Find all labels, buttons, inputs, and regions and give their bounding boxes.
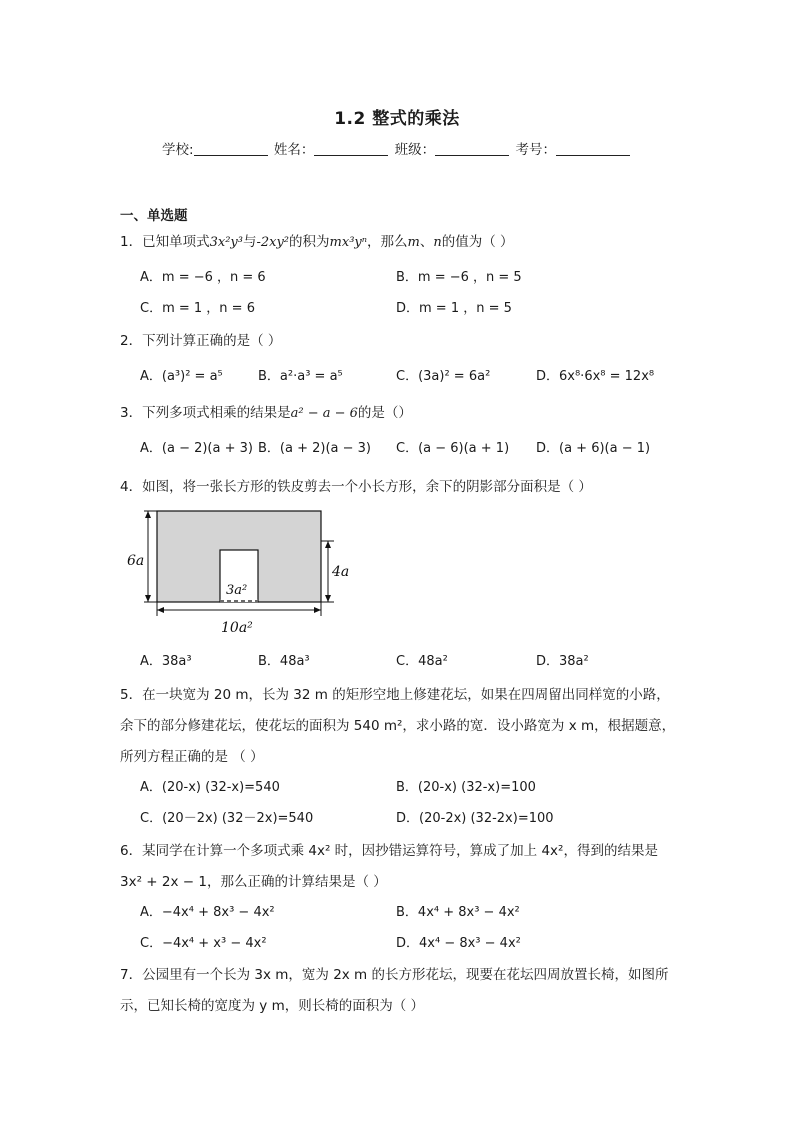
number-blank[interactable]	[556, 142, 630, 156]
school-label: 学校:	[162, 142, 194, 158]
q1-expr-2: -2xy²	[256, 235, 290, 250]
q4-figure	[120, 504, 360, 640]
q3-option-c[interactable]: C．(a − 6)(a + 1)	[396, 441, 510, 456]
q1-text: 的积为	[289, 234, 330, 250]
q5-option-b[interactable]: B．(20-x) (32-x)=100	[396, 780, 536, 795]
question-4: 4．如图，将一张长方形的铁皮剪去一个小长方形，余下的阴影部分面积是（ ）	[120, 479, 592, 495]
q1-text: ，那么	[367, 234, 408, 250]
q1-option-b[interactable]: B．m = −6 ，n = 5	[396, 270, 522, 285]
name-label: 姓名：	[273, 142, 315, 158]
question-1	[120, 233, 514, 252]
q3-option-a[interactable]: A．(a − 2)(a + 3)	[140, 441, 253, 456]
inner-width-label: 3a²	[226, 583, 248, 598]
q6-option-a[interactable]: A．−4x⁴ + 8x³ − 4x²	[140, 905, 275, 920]
q1-var-n: n	[433, 235, 442, 250]
q4-option-d[interactable]: D．38a²	[536, 654, 589, 669]
question-7-line-2: 示，已知长椅的宽度为 y m，则长椅的面积为（ ）	[120, 998, 425, 1014]
class-blank[interactable]	[435, 142, 509, 156]
q4-option-a[interactable]: A．38a³	[140, 654, 192, 669]
school-blank[interactable]	[194, 142, 268, 156]
number-label: 考号：	[515, 142, 556, 158]
q1-option-a[interactable]: A．m = −6 ，n = 6	[140, 270, 266, 285]
q5-option-d[interactable]: D．(20-2x) (32-2x)=100	[396, 811, 554, 826]
width-label: 10a²	[221, 620, 253, 636]
name-blank[interactable]	[314, 142, 388, 156]
q2-option-b[interactable]: B．a²·a³ = a⁵	[258, 369, 343, 384]
q1-text: 与	[242, 234, 257, 250]
q1-expr-1: 3x²y³	[209, 235, 243, 250]
q3-text: 3．下列多项式相乘的结果是	[120, 405, 291, 421]
height-label: 6a	[127, 553, 145, 569]
question-5-line-1: 5．在一块宽为 20 m，长为 32 m 的矩形空地上修建花坛，如果在四周留出同样宽的小路，	[120, 687, 670, 703]
q2-option-c[interactable]: C．(3a)² = 6a²	[396, 369, 491, 384]
q2-option-d[interactable]: D．6x⁸·6x⁸ = 12x⁸	[536, 369, 655, 384]
q1-option-c[interactable]: C．m = 1 ，n = 6	[140, 301, 255, 316]
question-3	[120, 404, 412, 423]
question-6-line-1: 6．某同学在计算一个多项式乘 4x² 时，因抄错运算符号，算成了加上 4x²，得到的结果是	[120, 843, 658, 859]
q3-option-b[interactable]: B．(a + 2)(a − 3)	[258, 441, 371, 456]
question-6-line-2: 3x² + 2x − 1，那么正确的计算结果是（ ）	[120, 874, 387, 890]
q6-option-d[interactable]: D．4x⁴ − 8x³ − 4x²	[396, 936, 521, 951]
q3-expr: a² − a − 6	[290, 406, 358, 421]
section-heading: 一、单选题	[120, 208, 188, 224]
q2-option-a[interactable]: A．(a³)² = a⁵	[140, 369, 223, 384]
question-2: 2．下列计算正确的是（ ）	[120, 333, 282, 349]
question-7-line-1: 7．公园里有一个长为 3x m，宽为 2x m 的长方形花坛，现要在花坛四周放置长椅，如图所	[120, 967, 669, 983]
q1-text: 的值为（ ）	[441, 234, 514, 250]
inner-height-label: 4a	[332, 564, 350, 580]
q5-option-a[interactable]: A．(20-x) (32-x)=540	[140, 780, 280, 795]
q3-option-d[interactable]: D．(a + 6)(a − 1)	[536, 441, 651, 456]
student-info-row	[0, 138, 794, 158]
question-5-line-2: 余下的部分修建花坛，使花坛的面积为 540 m²，求小路的宽．设小路宽为 x m，根据题意，	[120, 718, 676, 734]
q1-text: 1．已知单项式	[120, 234, 210, 250]
q6-option-b[interactable]: B．4x⁴ + 8x³ − 4x²	[396, 905, 520, 920]
q1-text: 、	[419, 234, 434, 250]
q1-var-m: m	[407, 235, 420, 250]
q1-expr-3: mx³yⁿ	[329, 235, 368, 250]
question-5-line-3: 所列方程正确的是 （ ）	[120, 749, 264, 765]
q5-option-c[interactable]: C．(20－2x) (32－2x)=540	[140, 811, 314, 826]
q4-option-b[interactable]: B．48a³	[258, 654, 310, 669]
q6-option-c[interactable]: C．−4x⁴ + x³ − 4x²	[140, 936, 267, 951]
q1-option-d[interactable]: D．m = 1 ，n = 5	[396, 301, 512, 316]
class-label: 班级：	[394, 142, 436, 158]
q4-option-c[interactable]: C．48a²	[396, 654, 448, 669]
q3-text: 的是（）	[357, 405, 412, 421]
page-title: 1.2 整式的乘法	[334, 109, 460, 129]
